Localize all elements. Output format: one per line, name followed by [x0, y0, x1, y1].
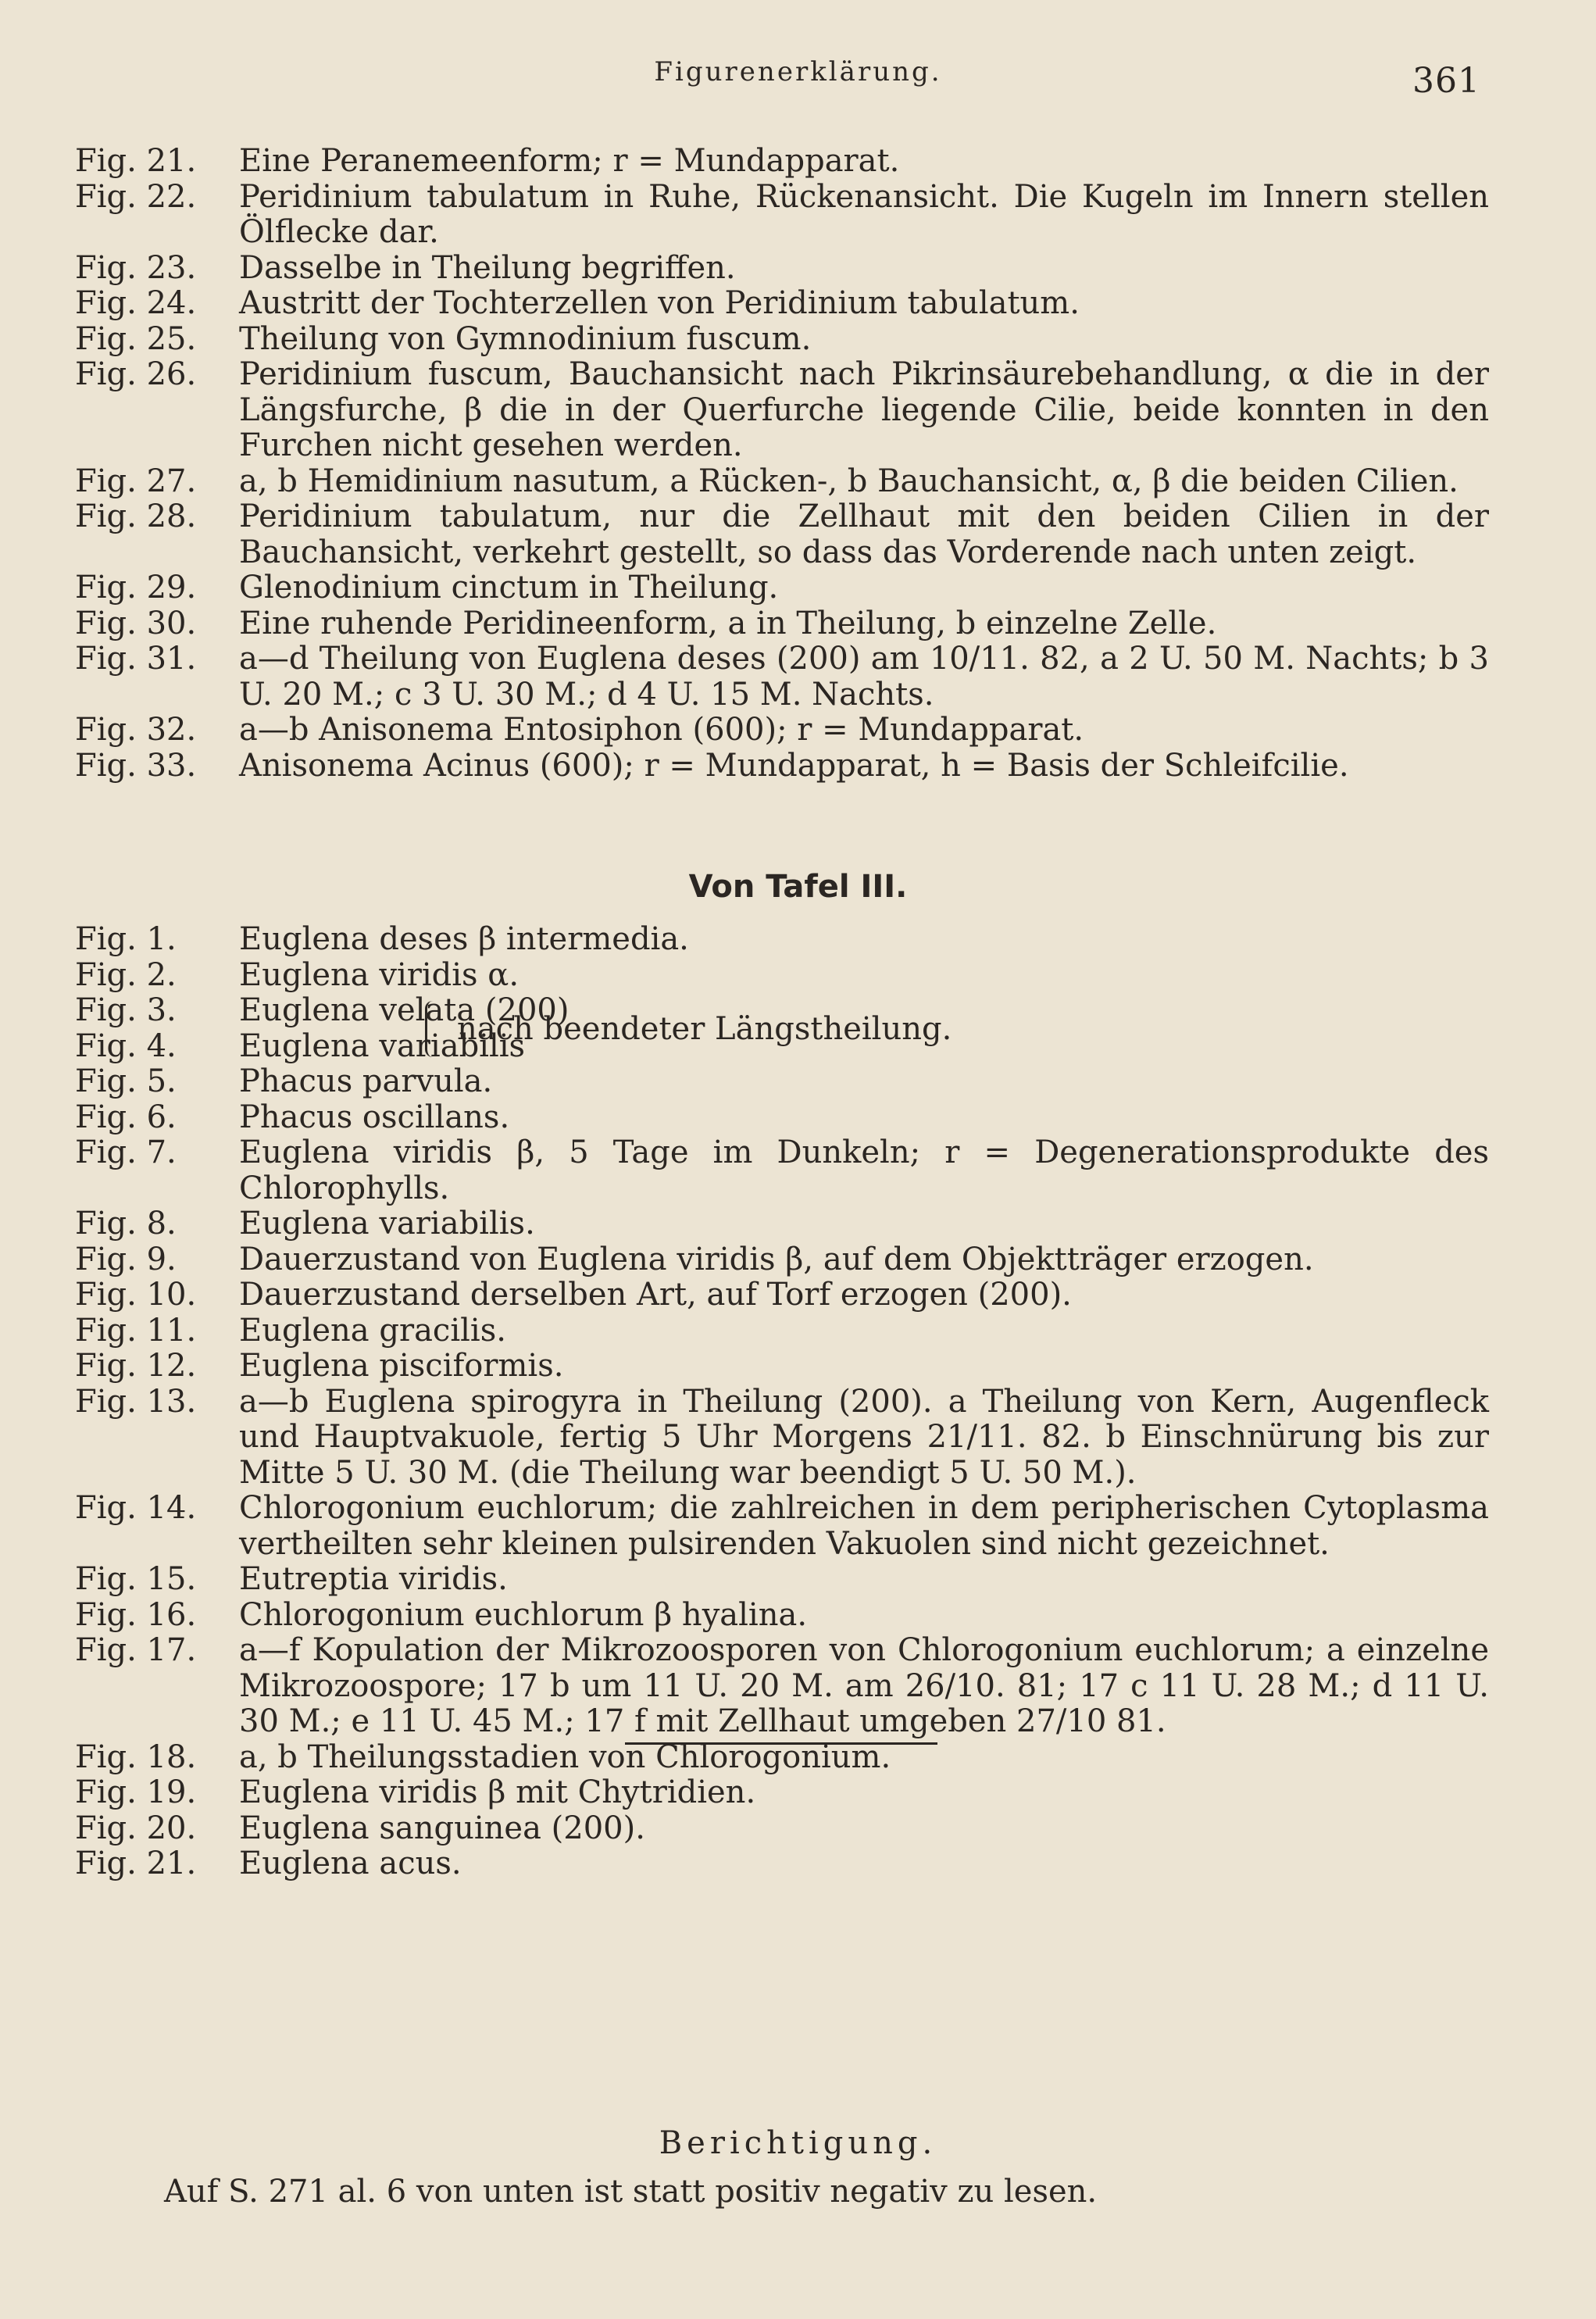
figure-number: Fig. 19. — [75, 1774, 197, 1810]
figure-description: Anisonema Acinus (600); r = Mundapparat, h = Basis der Schleifcilie. — [239, 747, 1349, 784]
figure-entry — [75, 1385, 1536, 1492]
figure-entry — [75, 322, 1536, 358]
figure-description: Euglena sanguinea (200). — [239, 1810, 645, 1846]
figure-entry — [75, 713, 1536, 749]
figure-description: Euglena variabilis. — [239, 1206, 535, 1242]
figure-entry — [75, 1135, 1536, 1206]
figure-number: Fig. 15. — [75, 1561, 197, 1597]
figure-number: Fig. 5. — [75, 1063, 177, 1099]
figure-number: Fig. 29. — [75, 570, 197, 606]
figure-description: Eine Peranemeenform; r = Mundapparat. — [239, 143, 900, 179]
figure-number: Fig. 32. — [75, 712, 197, 748]
figure-entry — [75, 357, 1536, 464]
figure-entry — [75, 1775, 1536, 1811]
figure-number: Fig. 24. — [75, 285, 197, 321]
figure-description: Euglena viridis α. — [239, 956, 520, 993]
figure-entry — [75, 180, 1536, 251]
figure-description: Euglena gracilis. — [239, 1312, 506, 1349]
figure-entry — [75, 1242, 1536, 1278]
figure-entry — [75, 1491, 1536, 1562]
figure-list-previous-plate — [75, 144, 1536, 784]
page-number: 361 — [1412, 61, 1480, 101]
figure-description: Phacus oscillans. — [239, 1099, 510, 1135]
figure-description: Euglena velata (200) — [239, 992, 569, 1028]
running-head: Figurenerklärung. — [654, 56, 942, 88]
figure-description: Chlorogonium euchlorum; die zahlreichen in dem peripherischen Cytoplasma vertheilten sehr kleinen pulsirenden Vakuolen sind nicht gezeichnet. — [239, 1490, 1489, 1562]
figure-description: Dauerzustand von Euglena viridis β, auf dem Objektträger erzogen. — [239, 1241, 1314, 1277]
figure-number: Fig. 7. — [75, 1134, 177, 1170]
figure-description: Dauerzustand derselben Art, auf Torf erzogen (200). — [239, 1277, 1072, 1313]
figure-entry — [75, 1277, 1536, 1313]
figure-number: Fig. 17. — [75, 1632, 197, 1668]
figure-number: Fig. 8. — [75, 1206, 177, 1242]
figure-description: a, b Theilungsstadien von Chlorogonium. — [239, 1738, 891, 1775]
figure-description: a—f Kopulation der Mikrozoosporen von Chlorogonium euchlorum; a einzelne Mikrozoospore; 17 b um 11 U. 20 M. am 26/10. 81; 17 c 11 U. 28 M.; d 11 U. 30 M.; e 11 U. 45 M.; 17 f mit Zellhaut umgeben 27/10 81. — [239, 1632, 1489, 1739]
figure-entry — [75, 749, 1536, 784]
figure-entry — [75, 922, 1536, 958]
figure-entry — [75, 499, 1536, 570]
figure-number: Fig. 13. — [75, 1383, 197, 1420]
figure-entry — [75, 1740, 1536, 1776]
figure-description: Peridinium tabulatum, nur die Zellhaut mit den beiden Cilien in der Bauchansicht, verkehrt gestellt, so dass das Vorderende nach unten zeigt. — [239, 498, 1489, 570]
figure-description: Phacus parvula. — [239, 1063, 493, 1099]
figure-description: a—b Anisonema Entosiphon (600); r = Mundapparat. — [239, 712, 1084, 748]
figure-description: Eine ruhende Peridineenform, a in Theilung, b einzelne Zelle. — [239, 605, 1217, 641]
erratum-title: Berichtigung. — [659, 2125, 937, 2161]
figure-description: Austritt der Tochterzellen von Peridinium tabulatum. — [239, 285, 1080, 321]
figure-entry — [75, 1313, 1536, 1349]
figure-entry — [75, 1562, 1536, 1598]
figure-description: Glenodinium cinctum in Theilung. — [239, 570, 779, 606]
figure-description: a—d Theilung von Euglena deses (200) am 10/11. 82, a 2 U. 50 M. Nachts; b 3 U. 20 M.; c 3 U. 30 M.; d 4 U. 15 M. Nachts. — [239, 641, 1489, 713]
figure-number: Fig. 18. — [75, 1738, 197, 1775]
figure-description: Euglena pisciformis. — [239, 1348, 564, 1384]
figure-number: Fig. 1. — [75, 921, 177, 957]
figure-entry — [75, 1633, 1536, 1740]
figure-entry — [75, 1064, 1536, 1100]
figure-number: Fig. 31. — [75, 641, 197, 677]
figure-description: Eutreptia viridis. — [239, 1561, 508, 1597]
figure-number: Fig. 14. — [75, 1490, 197, 1526]
figure-number: Fig. 25. — [75, 320, 197, 357]
figure-number: Fig. 30. — [75, 605, 197, 641]
brace-group-items — [75, 992, 569, 1064]
figure-number: Fig. 20. — [75, 1810, 197, 1846]
figure-entry — [75, 958, 1536, 994]
figure-number: Fig. 10. — [75, 1277, 197, 1313]
figure-entry — [75, 641, 1536, 713]
figure-number: Fig. 11. — [75, 1312, 197, 1349]
figure-number: Fig. 12. — [75, 1348, 197, 1384]
figure-description: Dasselbe in Theilung begriffen. — [239, 249, 736, 286]
figure-number: Fig. 9. — [75, 1241, 177, 1277]
figure-description: a, b Hemidinium nasutum, a Rücken-, b Bauchansicht, α, β die beiden Cilien. — [239, 463, 1459, 499]
figure-entry — [75, 464, 1536, 500]
figure-number: Fig. 22. — [75, 178, 197, 215]
figure-number: Fig. 2. — [75, 956, 177, 993]
figure-entry — [75, 1598, 1536, 1634]
figure-entry — [75, 1349, 1536, 1385]
figure-description: Peridinium tabulatum in Ruhe, Rückenansicht. Die Kugeln im Innern stellen Ölflecke dar. — [239, 178, 1489, 250]
figure-description: Theilung von Gymnodinium fuscum. — [239, 320, 812, 357]
figure-entry — [75, 144, 1536, 180]
figure-list-plate-3 — [75, 922, 1536, 1882]
figure-entry — [75, 1100, 1536, 1136]
figure-number: Fig. 28. — [75, 498, 197, 534]
figure-description: a—b Euglena spirogyra in Theilung (200). a Theilung von Kern, Augenfleck und Hauptvakuole, fertig 5 Uhr Morgens 21/11. 82. b Einschnürung bis zur Mitte 5 U. 30 M. (die Theilung war beendigt 5 U. 50 M.). — [239, 1383, 1489, 1491]
figure-description: Euglena viridis β, 5 Tage im Dunkeln; r = Degenerationsprodukte des Chlorophylls. — [239, 1134, 1489, 1206]
figure-number: Fig. 26. — [75, 356, 197, 392]
figure-number: Fig. 33. — [75, 747, 197, 784]
figure-number: Fig. 6. — [75, 1099, 177, 1135]
figure-entry — [75, 1206, 1536, 1242]
figure-number: Fig. 23. — [75, 249, 197, 286]
figure-entry — [75, 251, 1536, 287]
figure-number: Fig. 3. — [75, 992, 177, 1028]
erratum-text: Auf S. 271 al. 6 von unten ist statt positiv negativ zu lesen. — [164, 2174, 1098, 2210]
figure-description: Euglena deses β intermedia. — [239, 921, 689, 957]
figure-description: Euglena viridis β mit Chytridien. — [239, 1774, 756, 1810]
figure-number: Fig. 4. — [75, 1027, 177, 1064]
brace-note: nach beendeter Längstheilung. — [457, 1010, 952, 1047]
figure-entry — [75, 606, 1536, 642]
figure-number: Fig. 21. — [75, 143, 197, 179]
figure-entry — [75, 570, 1536, 606]
figure-description: Euglena variabilis — [239, 1027, 526, 1064]
separator-rule — [625, 1742, 937, 1745]
figure-number: Fig. 16. — [75, 1596, 197, 1633]
figure-number: Fig. 27. — [75, 463, 197, 499]
brace-group — [75, 993, 1536, 1064]
figure-entry — [75, 1846, 1536, 1882]
figure-description: Peridinium fuscum, Bauchansicht nach Pikrinsäurebehandlung, α die in der Längsfurche, β die in der Querfurche liegende Cilie, beide konnten in den Furchen nicht gesehen werden. — [239, 356, 1489, 463]
figure-description: Euglena acus. — [239, 1846, 462, 1881]
figure-entry — [75, 286, 1536, 322]
plate3-start-group — [75, 922, 1536, 993]
figure-description: Chlorogonium euchlorum β hyalina. — [239, 1596, 808, 1633]
section-heading: Von Tafel III. — [688, 869, 908, 905]
figure-number: Fig. 21. — [75, 1846, 197, 1881]
plate3-rest-group — [75, 1064, 1536, 1882]
figure-entry — [75, 1811, 1536, 1847]
curly-brace — [425, 1001, 438, 1057]
